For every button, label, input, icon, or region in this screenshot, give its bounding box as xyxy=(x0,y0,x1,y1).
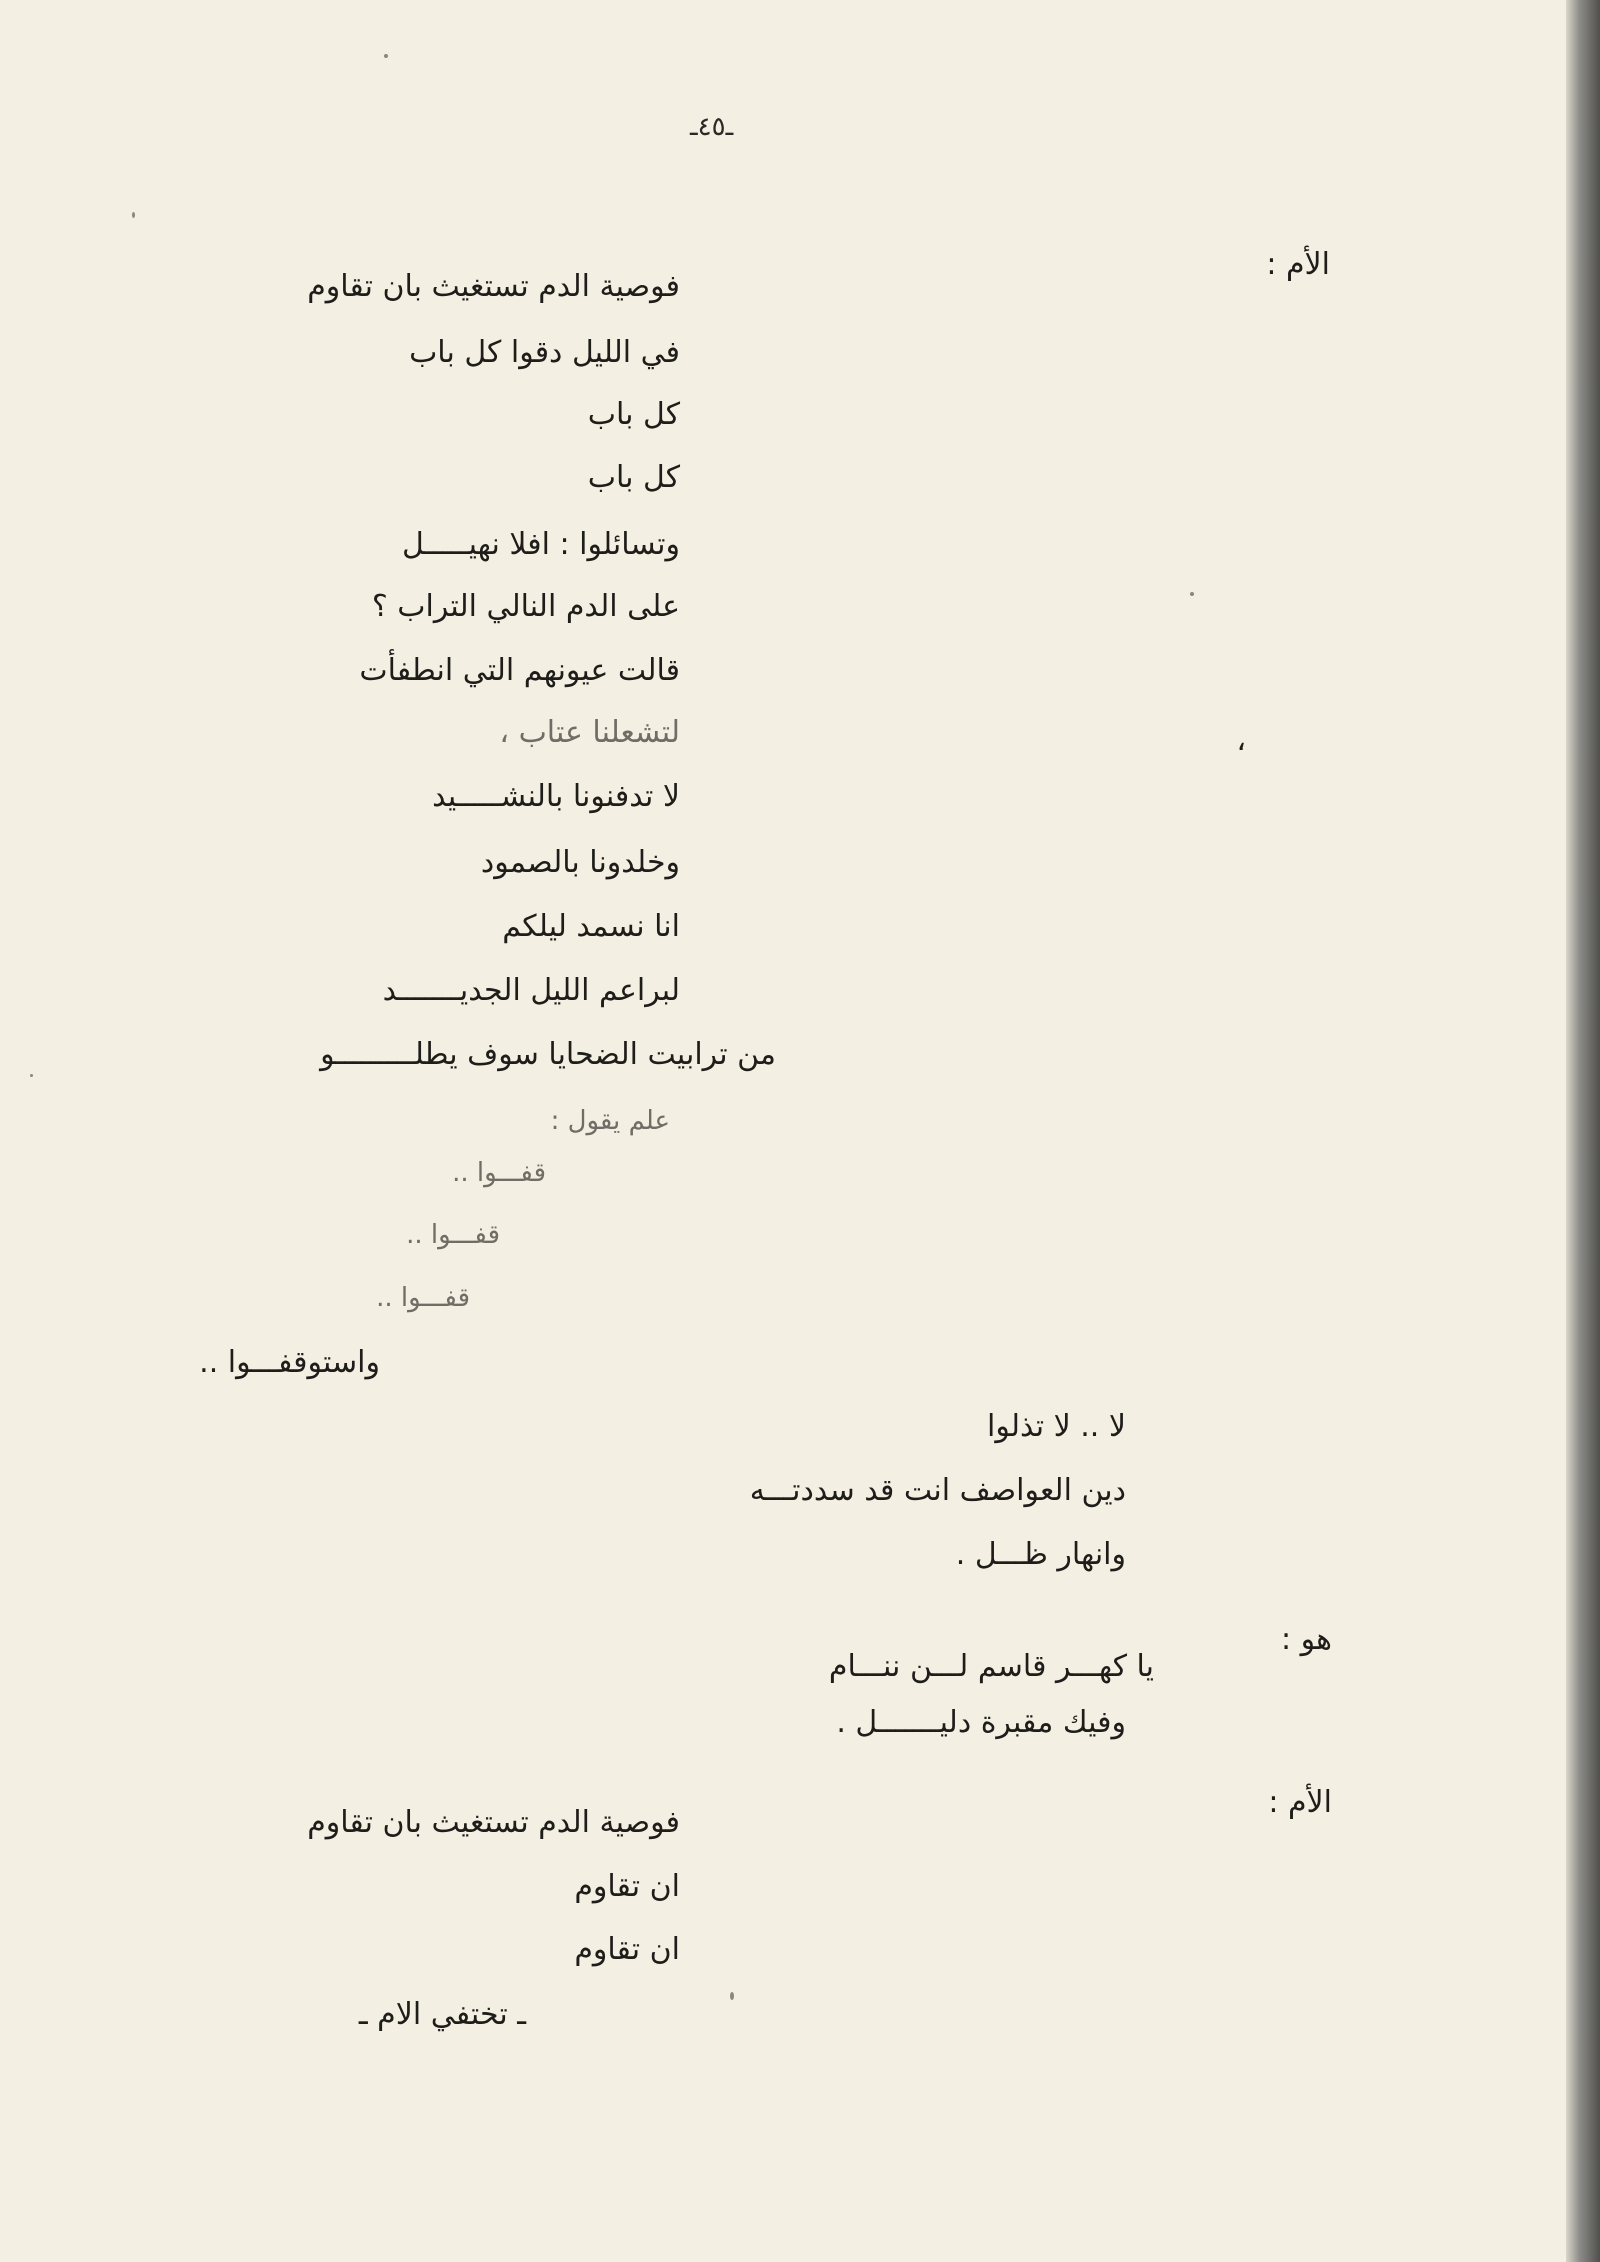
verse-line: انا نسمد ليلكم xyxy=(502,909,680,944)
verse-line: قالت عيونهم التي انطفأت xyxy=(359,653,680,688)
paper-speck xyxy=(730,1992,734,2000)
verse-line: واستوقفـــوا .. xyxy=(199,1345,380,1380)
verse-line: ـ تختفي الام ـ xyxy=(358,1997,526,2032)
verse-line: وخلدونا بالصمود xyxy=(480,845,680,880)
paper-speck xyxy=(1190,592,1194,596)
verse-line: لا تدفنونا بالنشـــــيد xyxy=(432,779,680,814)
paper-speck xyxy=(384,54,388,58)
verse-line: قفـــوا .. xyxy=(376,1283,470,1313)
verse-line: علم يقول : xyxy=(550,1106,670,1136)
verse-line: لبراعم الليل الجديـــــــد xyxy=(382,973,680,1008)
verse-line: في الليل دقوا كل باب xyxy=(409,335,680,370)
verse-line: لتشعلنا عتاب ، xyxy=(499,715,680,750)
paper-speck xyxy=(30,1074,33,1077)
page-edge-shadow xyxy=(1566,0,1600,2262)
verse-line: قفـــوا .. xyxy=(406,1220,500,1250)
page-number: ـ٤٥ـ xyxy=(690,112,734,142)
verse-line: من ترابيت الضحايا سوف يطلـــــــــو xyxy=(320,1037,776,1072)
verse-line: ان تقاوم xyxy=(574,1932,680,1967)
paper-speck xyxy=(132,212,135,218)
verse-line: على الدم النالي التراب ؟ xyxy=(371,589,680,624)
verse-line: دين العواصف انت قد سددتـــه xyxy=(749,1473,1126,1508)
verse-line: وانهار ظـــل . xyxy=(955,1537,1126,1572)
verse-line: فوصية الدم تستغيث بان تقاوم xyxy=(307,1805,680,1840)
verse-line: يا كهـــر قاسم لـــن ننـــام xyxy=(828,1649,1154,1684)
verse-line: كل باب xyxy=(587,460,680,495)
speaker-mark: ، xyxy=(1236,723,1246,758)
verse-line: فوصية الدم تستغيث بان تقاوم xyxy=(307,269,680,304)
verse-line: وفيك مقبرة دليـــــــل . xyxy=(836,1705,1126,1740)
verse-line: وتسائلوا : افلا نهيـــــل xyxy=(401,527,680,562)
speaker-label-he: هو : xyxy=(1281,1622,1332,1657)
speaker-label-mother-2: الأم : xyxy=(1268,1785,1332,1820)
verse-line: كل باب xyxy=(587,397,680,432)
verse-line: قفـــوا .. xyxy=(452,1158,546,1188)
speaker-label-mother: الأم : xyxy=(1266,247,1330,282)
verse-line: لا .. لا تذلوا xyxy=(987,1409,1126,1444)
verse-line: ان تقاوم xyxy=(574,1869,680,1904)
